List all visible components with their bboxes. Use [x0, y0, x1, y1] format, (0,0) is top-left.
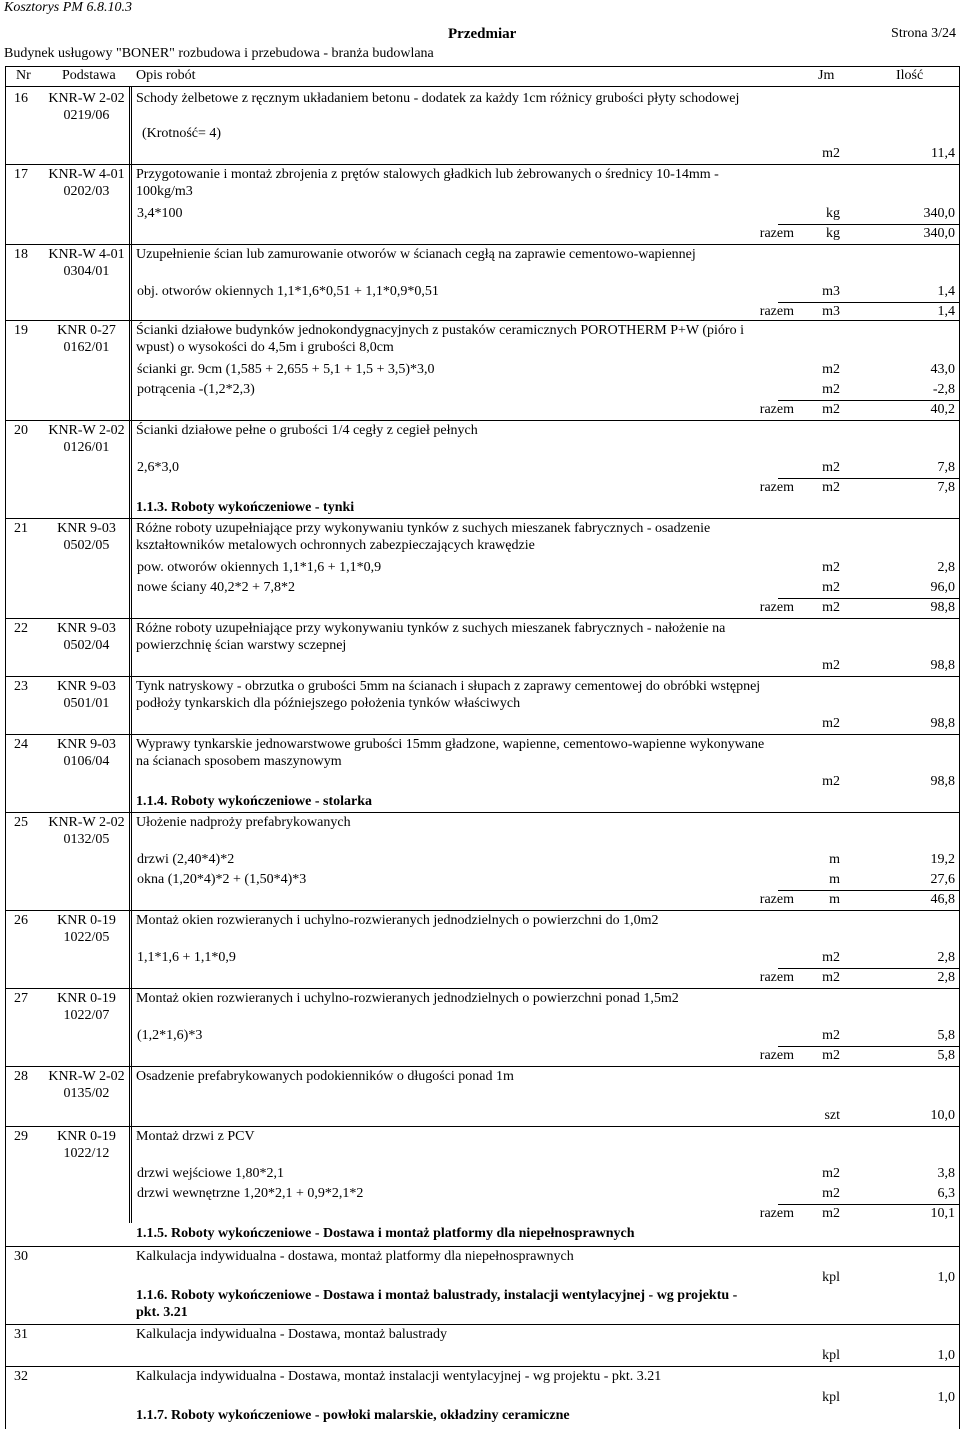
measurement-value: 340,0 [923, 206, 955, 221]
row-divider [5, 320, 960, 321]
item-basis-number: 0502/05 [63, 538, 110, 553]
item-quantity: 1,0 [937, 1390, 955, 1405]
total-value: 2,8 [937, 970, 955, 985]
item-description: Kalkulacja indywidualna - Dostawa, montaż instalacji wentylacyjnej - wg projektu - pkt. 3.21 [136, 1369, 662, 1384]
row-divider [5, 988, 960, 989]
row-divider [5, 910, 960, 911]
total-divider [778, 478, 959, 479]
total-label: razem [759, 892, 794, 907]
item-basis-code: KNR-W 2-02 [48, 91, 125, 106]
item-number: 16 [14, 91, 28, 106]
measurement-value: 96,0 [930, 580, 955, 595]
total-unit: m2 [822, 1206, 840, 1221]
measurement-unit: m [829, 872, 840, 887]
row-divider [5, 676, 960, 677]
table-left-border [5, 66, 6, 1429]
total-divider [778, 968, 959, 969]
row-divider [5, 518, 960, 519]
measurement-value: 2,8 [937, 950, 955, 965]
item-description-continued: kształtowników metalowych ochronnych zabezpieczających krawędzie [136, 538, 535, 553]
total-label: razem [759, 402, 794, 417]
item-description: Montaż drzwi z PCV [136, 1129, 255, 1144]
measurement-value: 43,0 [930, 362, 955, 377]
item-basis-code: KNR 0-19 [57, 1129, 116, 1144]
item-number: 20 [14, 423, 28, 438]
total-label: razem [759, 226, 794, 241]
item-basis-code: KNR 9-03 [57, 621, 116, 636]
total-value: 7,8 [937, 480, 955, 495]
item-description-continued: powierzchnię ścian warstwy sczepnej [136, 638, 347, 653]
item-basis-number: 1022/07 [63, 1008, 110, 1023]
row-divider [5, 1126, 960, 1127]
measurement-value: 6,3 [937, 1186, 955, 1201]
item-description-continued: podłoży tynkarskich dla późniejszego położenia tynków właściwych [136, 696, 521, 711]
item-quantity: 11,4 [931, 146, 955, 161]
item-description: Kalkulacja indywidualna - Dostawa, montaż balustrady [136, 1327, 448, 1342]
measurement-formula: 1,1*1,6 + 1,1*0,9 [137, 950, 236, 965]
total-unit: kg [826, 226, 840, 241]
item-unit: m2 [822, 716, 840, 731]
total-divider [778, 1046, 959, 1047]
item-unit: kpl [822, 1390, 840, 1405]
row-divider [5, 420, 960, 421]
item-unit: kpl [822, 1348, 840, 1363]
section-heading: 1.1.5. Roboty wykończeniowe - Dostawa i montaż platformy dla niepełnosprawnych [136, 1226, 635, 1241]
item-basis-number: 0202/03 [63, 184, 110, 199]
measurement-formula: obj. otworów okiennych 1,1*1,6*0,51 + 1,1*0,9*0,51 [137, 284, 439, 299]
row-divider [5, 1324, 960, 1325]
total-value: 10,1 [930, 1206, 955, 1221]
total-unit: m2 [822, 402, 840, 417]
item-number: 23 [14, 679, 28, 694]
item-number: 31 [14, 1327, 28, 1342]
item-number: 18 [14, 247, 28, 262]
item-number: 24 [14, 737, 28, 752]
item-description-continued: na ścianach sposobem maszynowym [136, 754, 342, 769]
item-description: Montaż okien rozwieranych i uchylno-rozwieranych jednodzielnych o powierzchni do 1,0m2 [136, 913, 659, 928]
measurement-formula: drzwi wejściowe 1,80*2,1 [137, 1166, 284, 1181]
document-title: Przedmiar [448, 26, 517, 42]
measurement-value: 27,6 [930, 872, 955, 887]
measurement-formula: potrącenia -(1,2*2,3) [137, 382, 255, 397]
item-basis-code: KNR 9-03 [57, 679, 116, 694]
item-description: Ścianki działowe pełne o grubości 1/4 cegły z cegieł pełnych [136, 423, 478, 438]
row-divider [5, 164, 960, 165]
row-divider [5, 812, 960, 813]
total-label: razem [759, 304, 794, 319]
measurement-formula: okna (1,20*4)*2 + (1,50*4)*3 [137, 872, 307, 887]
measurement-value: 2,8 [937, 560, 955, 575]
item-unit: m2 [822, 774, 840, 789]
measurement-formula: 3,4*100 [137, 206, 183, 221]
app-title: Kosztorys PM 6.8.10.3 [4, 0, 132, 15]
page-number: Strona 3/24 [891, 26, 956, 41]
item-quantity: 98,8 [930, 658, 955, 673]
header-bottom-border [5, 86, 959, 87]
total-divider [778, 598, 959, 599]
measurement-unit: m2 [822, 362, 840, 377]
total-divider [778, 224, 959, 225]
item-description: Różne roboty uzupełniające przy wykonywaniu tynków z suchych mieszanek fabrycznych - osadzenie [136, 521, 711, 536]
row-divider [5, 734, 960, 735]
total-unit: m2 [822, 1048, 840, 1063]
measurement-formula: nowe ściany 40,2*2 + 7,8*2 [137, 580, 295, 595]
total-label: razem [759, 970, 794, 985]
item-description: Różne roboty uzupełniające przy wykonywaniu tynków z suchych mieszanek fabrycznych - nałożenie na [136, 621, 726, 636]
item-number: 30 [14, 1249, 28, 1264]
measurement-formula: pow. otworów okiennych 1,1*1,6 + 1,1*0,9 [137, 560, 382, 575]
measurement-unit: m2 [822, 1166, 840, 1181]
item-description-continued: wpust) o wysokości do 4,5m i grubości 8,0cm [136, 340, 394, 355]
row-divider [5, 244, 960, 245]
measurement-unit: m2 [822, 382, 840, 397]
table-top-border [5, 66, 959, 67]
total-unit: m3 [822, 304, 840, 319]
measurement-formula: ścianki gr. 9cm (1,585 + 2,655 + 5,1 + 1,5 + 3,5)*3,0 [137, 362, 435, 377]
measurement-value: 19,2 [930, 852, 955, 867]
item-basis-code: KNR 9-03 [57, 521, 116, 536]
total-unit: m2 [822, 480, 840, 495]
measurement-value: 1,4 [937, 284, 955, 299]
item-description-continued: 100kg/m3 [136, 184, 193, 199]
podstawa-divider [129, 86, 130, 1223]
item-description: Ścianki działowe budynków jednokondygnacyjnych z pustaków ceramicznych POROTHERM P+W (pióro i [136, 323, 744, 338]
item-basis-number: 0304/01 [63, 264, 110, 279]
item-basis-code: KNR-W 2-02 [48, 423, 125, 438]
total-divider [778, 890, 959, 891]
col-header-nr: Nr [16, 68, 31, 83]
col-header-jm: Jm [818, 68, 835, 83]
row-divider [5, 618, 960, 619]
total-unit: m2 [822, 600, 840, 615]
total-label: razem [759, 1206, 794, 1221]
row-divider [5, 1366, 960, 1367]
item-basis-code: KNR-W 2-02 [48, 815, 125, 830]
item-quantity: 10,0 [930, 1108, 955, 1123]
item-description: Przygotowanie i montaż zbrojenia z prętów stalowych gładkich lub żebrowanych o średnicy 10-14mm - [136, 167, 719, 182]
item-basis-number: 0106/04 [63, 754, 110, 769]
item-number: 19 [14, 323, 28, 338]
measurement-value: 5,8 [937, 1028, 955, 1043]
measurement-formula: drzwi wewnętrzne 1,20*2,1 + 0,9*2,1*2 [137, 1186, 364, 1201]
item-number: 25 [14, 815, 28, 830]
item-basis-number: 0126/01 [63, 440, 110, 455]
item-number: 32 [14, 1369, 28, 1384]
item-description: Kalkulacja indywidualna - dostawa, montaż platformy dla niepełnosprawnych [136, 1249, 574, 1264]
item-description: Wyprawy tynkarskie jednowarstwowe grubości 15mm gładzone, wapienne, cementowo-wapienne wykonywane [136, 737, 765, 752]
item-number: 29 [14, 1129, 28, 1144]
item-basis-code: KNR 0-19 [57, 913, 116, 928]
item-number: 21 [14, 521, 28, 536]
item-unit: kpl [822, 1270, 840, 1285]
row-divider [5, 1246, 960, 1247]
total-value: 340,0 [923, 226, 955, 241]
measurement-value: 3,8 [937, 1166, 955, 1181]
item-basis-code: KNR 0-27 [57, 323, 116, 338]
item-basis-code: KNR-W 4-01 [48, 167, 125, 182]
item-quantity: 98,8 [930, 716, 955, 731]
item-unit: szt [824, 1108, 840, 1123]
item-basis-code: KNR 9-03 [57, 737, 116, 752]
item-description: Ułożenie nadproży prefabrykowanych [136, 815, 351, 830]
item-basis-code: KNR 0-19 [57, 991, 116, 1006]
section-heading: 1.1.3. Roboty wykończeniowe - tynki [136, 500, 355, 515]
document-subtitle: Budynek usługowy "BONER" rozbudowa i przebudowa - branża budowlana [4, 46, 434, 61]
item-basis-number: 1022/05 [63, 930, 110, 945]
item-basis-code: KNR-W 2-02 [48, 1069, 125, 1084]
item-unit: m2 [822, 658, 840, 673]
item-description: Tynk natryskowy - obrzutka o grubości 5mm na ścianach i słupach z zaprawy cementowej do obróbki wstępnej [136, 679, 761, 694]
col-header-opis: Opis robót [136, 68, 196, 83]
section-heading-continued: pkt. 3.21 [136, 1305, 188, 1320]
total-label: razem [759, 480, 794, 495]
item-number: 22 [14, 621, 28, 636]
measurement-formula: 2,6*3,0 [137, 460, 179, 475]
item-description: Osadzenie prefabrykowanych podokienników o długości ponad 1m [136, 1069, 514, 1084]
item-basis-number: 0162/01 [63, 340, 110, 355]
item-basis-number: 1022/12 [63, 1146, 110, 1161]
total-unit: m [829, 892, 840, 907]
measurement-unit: m3 [822, 284, 840, 299]
section-heading: 1.1.7. Roboty wykończeniowe - powłoki malarskie, okładziny ceramiczne [136, 1408, 570, 1423]
measurement-unit: kg [826, 206, 840, 221]
item-quantity: 1,0 [937, 1270, 955, 1285]
item-description-continued: (Krotność= 4) [142, 126, 222, 141]
measurement-unit: m2 [822, 1028, 840, 1043]
item-basis-number: 0135/02 [63, 1086, 110, 1101]
section-heading: 1.1.4. Roboty wykończeniowe - stolarka [136, 794, 373, 809]
total-value: 46,8 [930, 892, 955, 907]
col-header-ilosc: Ilość [896, 68, 924, 83]
measurement-unit: m2 [822, 560, 840, 575]
item-number: 17 [14, 167, 28, 182]
item-quantity: 1,0 [937, 1348, 955, 1363]
item-basis-code: KNR-W 4-01 [48, 247, 125, 262]
total-unit: m2 [822, 970, 840, 985]
item-basis-number: 0132/05 [63, 832, 110, 847]
total-value: 40,2 [930, 402, 955, 417]
measurement-unit: m2 [822, 460, 840, 475]
total-label: razem [759, 1048, 794, 1063]
row-divider [5, 1066, 960, 1067]
measurement-value: -2,8 [932, 382, 955, 397]
total-value: 98,8 [930, 600, 955, 615]
measurement-unit: m2 [822, 950, 840, 965]
measurement-unit: m [829, 852, 840, 867]
measurement-unit: m2 [822, 1186, 840, 1201]
item-description: Uzupełnienie ścian lub zamurowanie otworów w ścianach cegłą na zaprawie cementowo-wapiennej [136, 247, 696, 262]
total-divider [778, 400, 959, 401]
total-divider [778, 1204, 959, 1205]
total-divider [778, 302, 959, 303]
measurement-value: 7,8 [937, 460, 955, 475]
item-description: Montaż okien rozwieranych i uchylno-rozwieranych jednodzielnych o powierzchni ponad 1,5m2 [136, 991, 679, 1006]
measurement-formula: (1,2*1,6)*3 [137, 1028, 203, 1043]
item-number: 26 [14, 913, 28, 928]
total-value: 1,4 [937, 304, 955, 319]
total-label: razem [759, 600, 794, 615]
measurement-formula: drzwi (2,40*4)*2 [137, 852, 235, 867]
item-basis-number: 0219/06 [63, 108, 110, 123]
col-header-podstawa: Podstawa [62, 68, 116, 83]
total-value: 5,8 [937, 1048, 955, 1063]
item-number: 28 [14, 1069, 28, 1084]
item-basis-number: 0502/04 [63, 638, 110, 653]
opis-divider [131, 86, 132, 1223]
item-description: Schody żelbetowe z ręcznym układaniem betonu - dodatek za każdy 1cm różnicy grubości płyty schodowej [136, 91, 740, 106]
item-number: 27 [14, 991, 28, 1006]
item-unit: m2 [822, 146, 840, 161]
measurement-unit: m2 [822, 580, 840, 595]
item-quantity: 98,8 [930, 774, 955, 789]
section-heading: 1.1.6. Roboty wykończeniowe - Dostawa i montaż balustrady, instalacji wentylacyjnej - wg projektu - [136, 1288, 738, 1303]
item-basis-number: 0501/01 [63, 696, 110, 711]
